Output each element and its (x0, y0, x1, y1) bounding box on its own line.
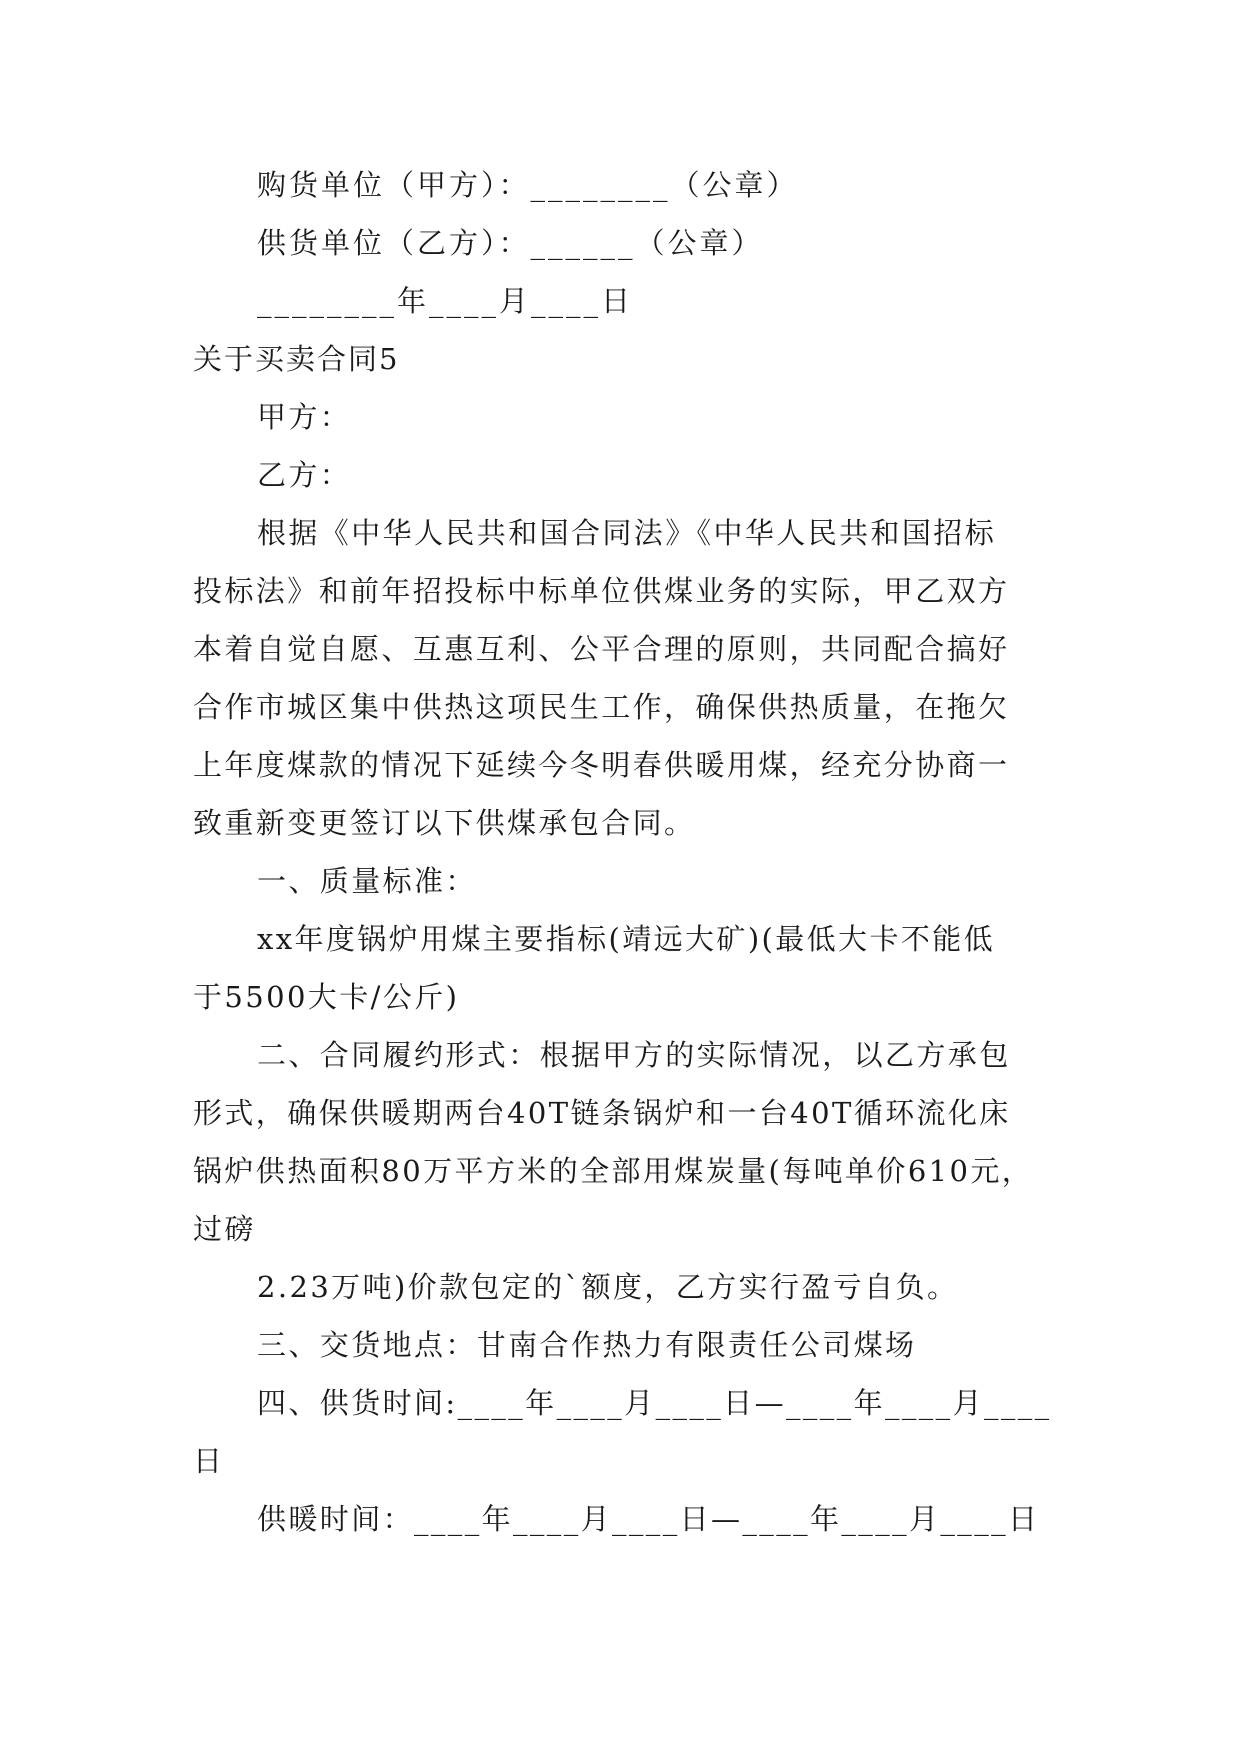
seller-signature-line: 供货单位（乙方）：______（公章） (257, 226, 764, 260)
paragraph-line: 本着自觉自愿、互惠互利、公平合理的原则，共同配合搞好 (193, 632, 1010, 666)
section-4-paragraph (193, 1374, 1055, 1490)
signature-date-line: ________年____月____日 (257, 284, 634, 318)
section-2-continuation: 2.23万吨)价款包定的`额度，乙方实行盈亏自负。 (257, 1270, 959, 1304)
section-3-delivery-location: 三、交货地点：甘南合作热力有限责任公司煤场 (257, 1328, 917, 1362)
paragraph-line: 二、合同履约形式：根据甲方的实际情况，以乙方承包 (257, 1038, 1011, 1072)
paragraph-line: 过磅 (193, 1212, 256, 1246)
paragraph-line: xx年度锅炉用煤主要指标(靖远大矿)(最低大卡不能低 (257, 922, 996, 956)
buyer-signature-line: 购货单位（甲方）：________（公章） (257, 168, 799, 202)
heating-time-line: 供暖时间：____年____月____日—____年____月____日 (257, 1502, 1040, 1536)
signature-block (193, 156, 1055, 330)
party-b-label: 乙方： (257, 458, 352, 492)
paragraph-line: 根据《中华人民共和国合同法》《中华人民共和国招标 (257, 516, 997, 550)
preamble-paragraph (193, 504, 1055, 852)
paragraph-line: 锅炉供热面积80万平方米的全部用煤炭量(每吨单价610元， (193, 1154, 1034, 1188)
paragraph-line: 形式，确保供暖期两台40T链条锅炉和一台40T循环流化床 (193, 1096, 1011, 1130)
section-1-heading: 一、质量标准： (257, 864, 477, 898)
paragraph-line: 投标法》和前年招投标中标单位供煤业务的实际，甲乙双方 (193, 574, 1010, 608)
paragraph-line: 上年度煤款的情况下延续今冬明春供暖用煤，经充分协商一 (193, 748, 1010, 782)
paragraph-line: 合作市城区集中供热这项民生工作，确保供热质量，在拖欠 (193, 690, 1010, 724)
paragraph-line: 致重新变更签订以下供煤承包合同。 (193, 806, 696, 840)
paragraph-line: 于5500大卡/公斤) (193, 980, 460, 1014)
paragraph-line: 四、供货时间:____年____月____日—____年____月____ (257, 1386, 1052, 1420)
party-a-label: 甲方： (257, 400, 352, 434)
paragraph-line: 日 (193, 1444, 225, 1478)
contract-title: 关于买卖合同5 (193, 342, 400, 376)
section-2-paragraph (193, 1026, 1055, 1258)
section-1-paragraph (193, 910, 1055, 1026)
document-page (193, 156, 1055, 1548)
